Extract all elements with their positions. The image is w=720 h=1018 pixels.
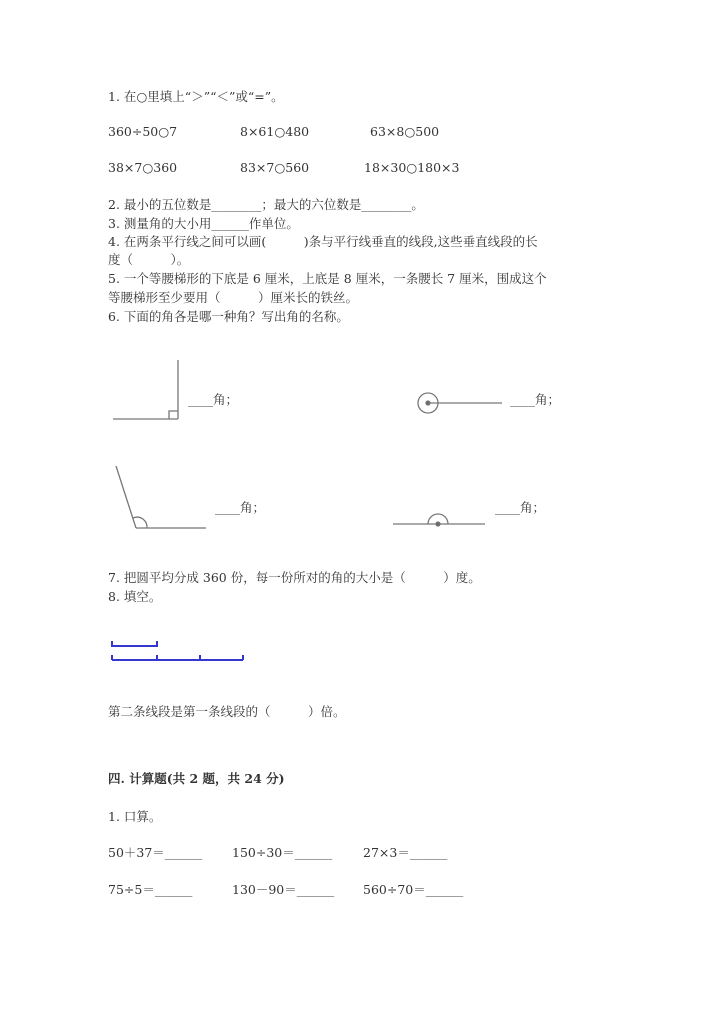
section-4-q1-title: 1. 口算。 [108, 809, 162, 824]
q1-item: 83×7○560 [240, 160, 310, 175]
calc-item: 560÷70＝______ [363, 882, 464, 897]
section-4-title: 四. 计算题(共 2 题，共 24 分) [108, 771, 285, 786]
q6-title: 6. 下面的角各是哪一种角？写出角的名称。 [108, 309, 349, 324]
q5-line1: 5. 一个等腰梯形的下底是 6 厘米，上底是 8 厘米，一条腰长 7 厘米，围成这个 [108, 271, 547, 286]
calc-item: 75÷5＝______ [108, 882, 193, 897]
angle-answer: ____角； [510, 392, 561, 407]
q1-item: 63×8○500 [370, 124, 440, 139]
segment-1 [112, 641, 157, 646]
straight-angle-figure [393, 514, 485, 526]
q8-question: 第二条线段是第一条线段的（ ）倍。 [108, 704, 346, 719]
q1-item: 18×30○180×3 [364, 160, 460, 175]
q8-title: 8. 填空。 [108, 589, 162, 604]
full-angle-figure [418, 393, 502, 413]
q5-line2: 等腰梯形至少要用（ ）厘米长的铁丝。 [108, 290, 359, 305]
angle-answer: ____角； [215, 500, 266, 515]
q1-item: 38×7○360 [108, 160, 178, 175]
segment-2 [112, 655, 243, 660]
q4-line2: 度（ ）。 [108, 252, 190, 267]
q7-text: 7. 把圆平均分成 360 份，每一份所对的角的大小是（ ）度。 [108, 570, 481, 585]
angle-answer: ____角； [495, 500, 546, 515]
q1-title: 1. 在○里填上“＞”“＜”或“=”。 [108, 89, 284, 104]
q4-line1: 4. 在两条平行线之间可以画( )条与平行线垂直的线段,这些垂直线段的长 [108, 234, 538, 249]
calc-item: 130－90＝______ [232, 882, 335, 897]
right-angle-figure [113, 360, 178, 419]
obtuse-angle-figure [116, 466, 206, 528]
calc-item: 27×3＝______ [363, 845, 448, 860]
q3-text: 3. 测量角的大小用______作单位。 [108, 216, 299, 231]
angle-answer: ____角； [188, 392, 239, 407]
q1-item: 360÷50○7 [108, 124, 178, 139]
q1-item: 8×61○480 [240, 124, 310, 139]
calc-item: 50＋37＝______ [108, 845, 203, 860]
q2-text: 2. 最小的五位数是________；最大的六位数是________。 [108, 197, 424, 212]
calc-item: 150÷30＝______ [232, 845, 333, 860]
